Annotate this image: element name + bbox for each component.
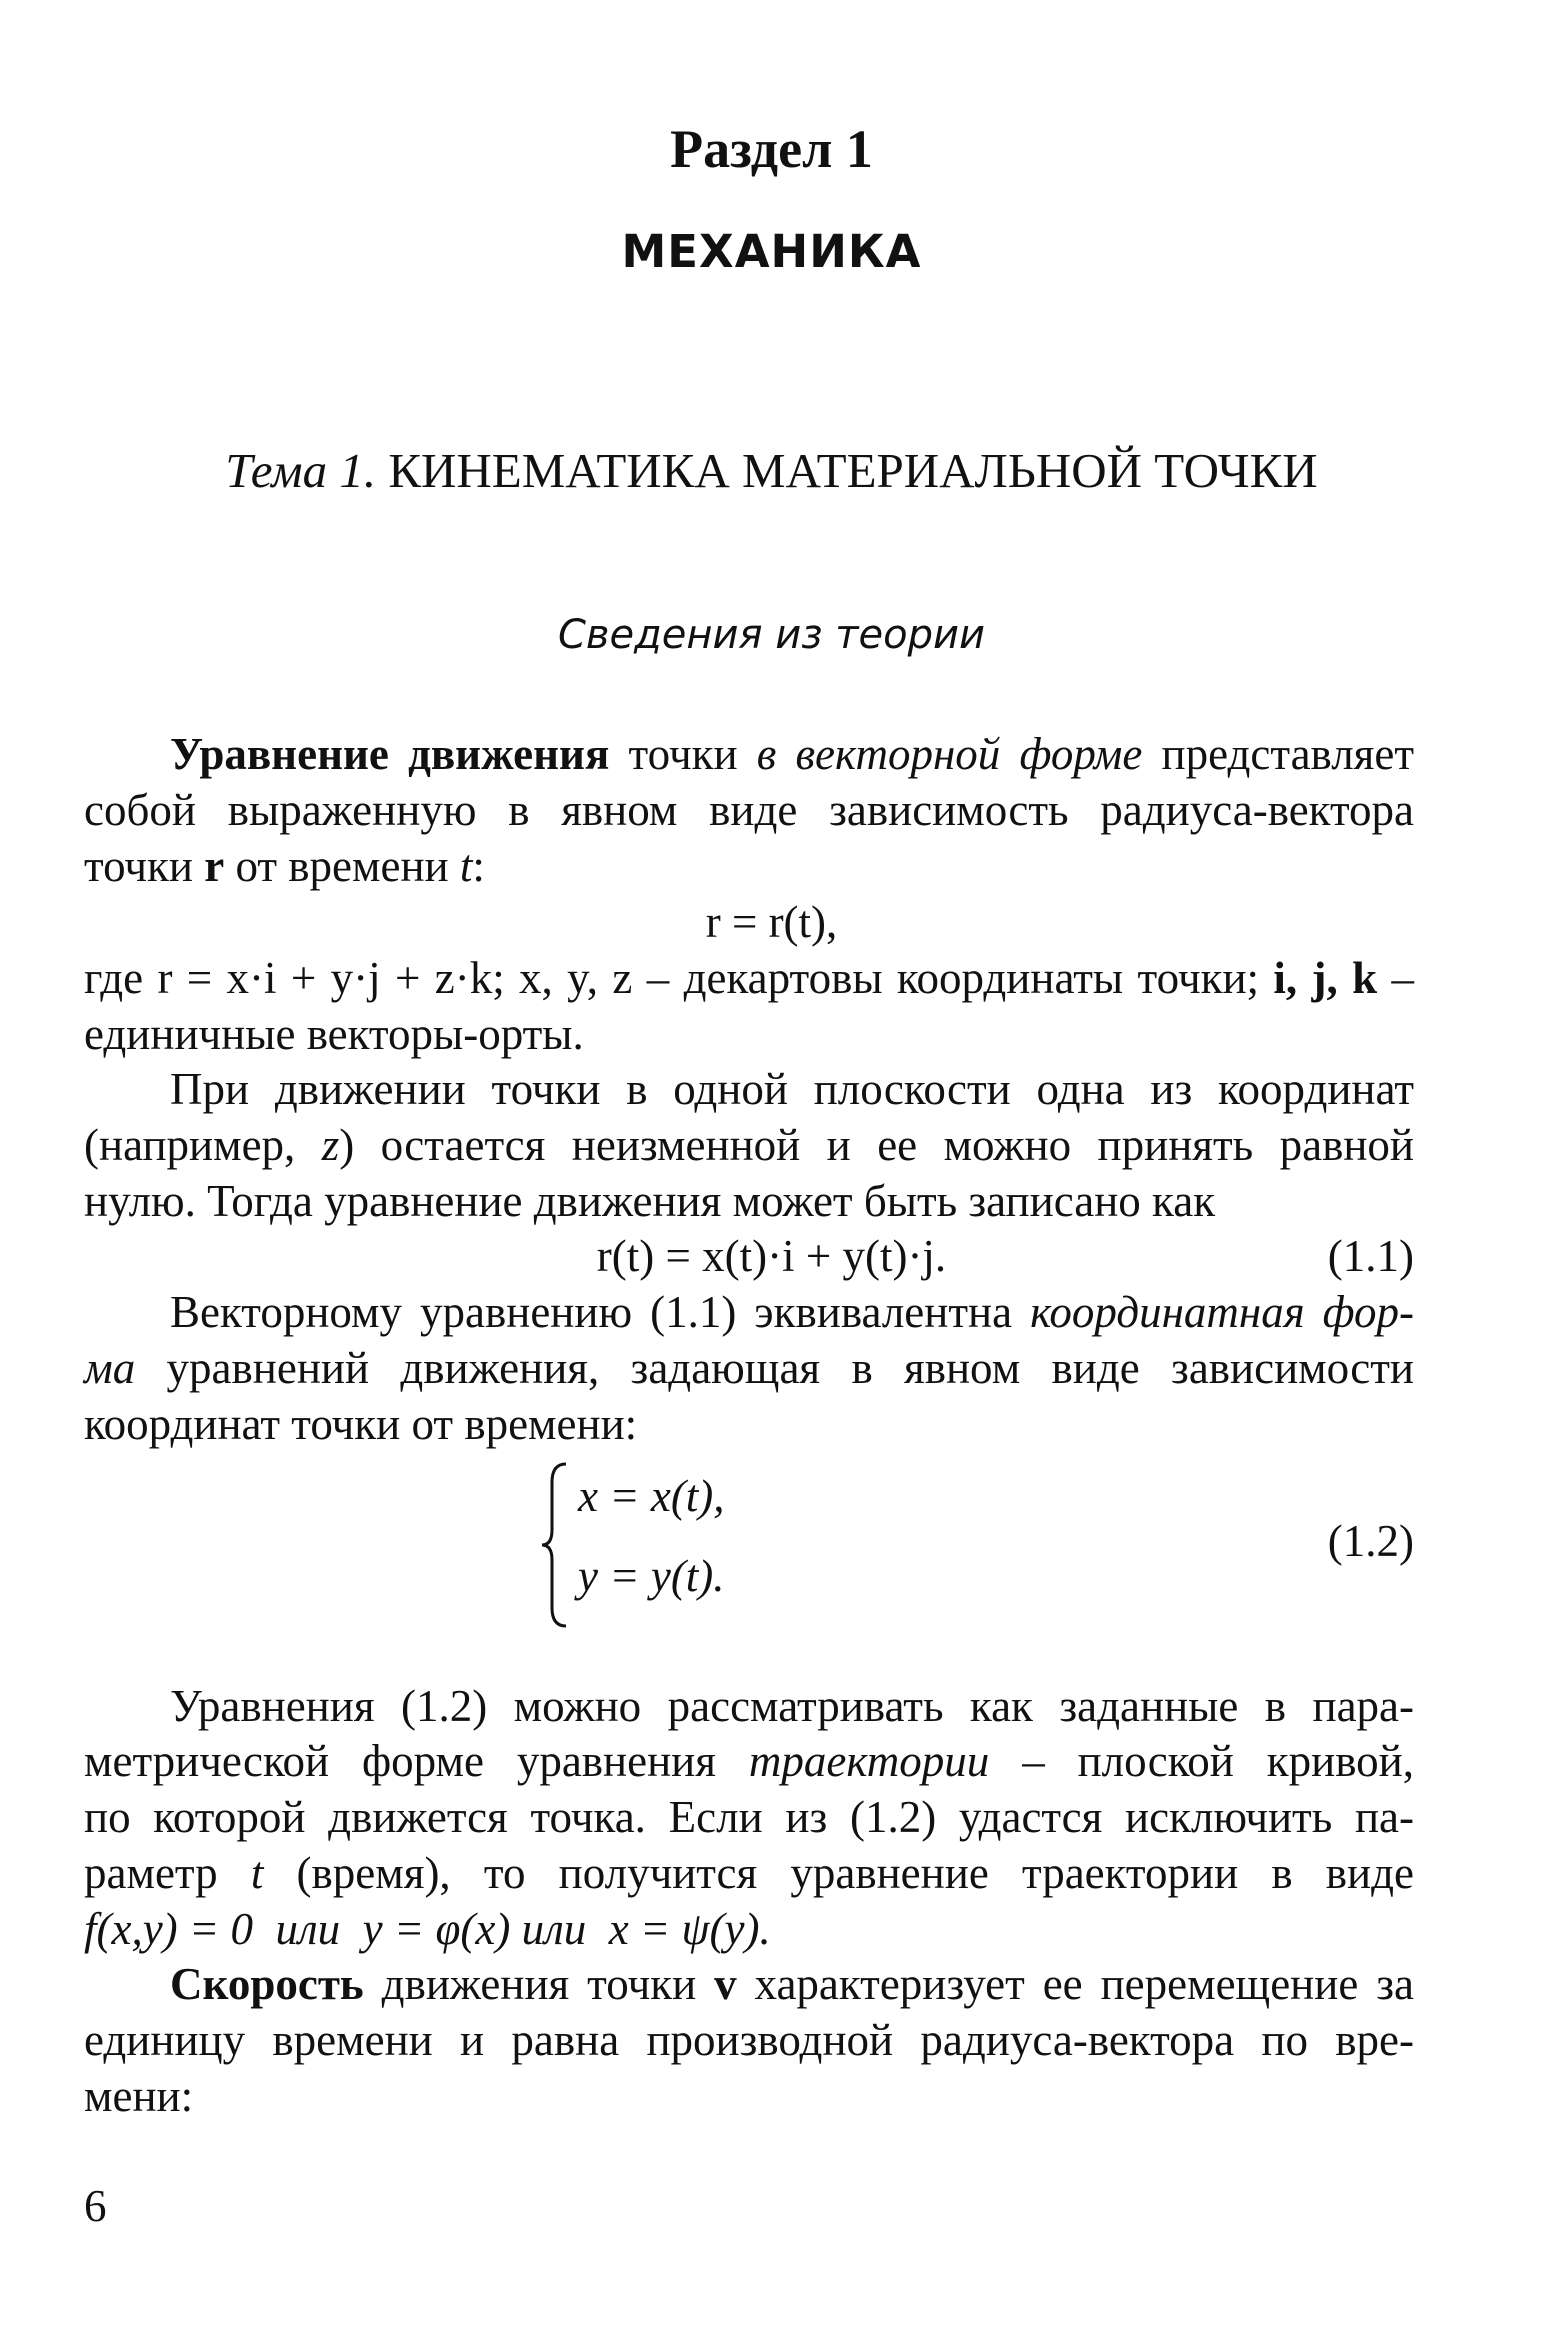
paragraph-line: координат точки от времени: [84,1399,638,1449]
paragraph-line: Скорость движения точки v характеризует ее перемещение за [170,1959,1414,2009]
section-title: МЕХАНИКА [621,225,922,278]
equation-r: r = r(t), [705,897,838,947]
equation-number: (1.1) [1327,1231,1414,1281]
paragraph-line: При движении точки в одной плоскости одна из координат [170,1064,1414,1114]
paragraph-line: нулю. Тогда уравнение движения может быть записано как [84,1176,1216,1226]
system-line-1: x = x(t), [578,1471,725,1521]
curly-brace [540,1460,570,1630]
paragraph-line: единичные векторы-орты. [84,1009,584,1059]
paragraph-line: ма уравнений движения, задающая в явном виде зависимости [84,1343,1414,1393]
paragraph-line: мени: [84,2071,194,2121]
paragraph-line: точки r от времени t: [84,841,485,891]
paragraph-line: метрической форме уравнения траектории – плоской кривой, [84,1736,1414,1786]
topic-heading [0,442,1543,499]
paragraph-line: по которой движется точка. Если из (1.2) удастся исключить па- [84,1792,1414,1842]
paragraph-line: собой выраженную в явном виде зависимость радиуса-вектора [84,785,1414,835]
paragraph-line: Уравнения (1.2) можно рассматривать как заданные в пара- [170,1681,1414,1731]
paragraph-line: (например, z) остается неизменной и ее можно принять равной [84,1120,1414,1170]
paragraph-line: раметр t (время), то получится уравнение траектории в виде [84,1848,1414,1898]
equation-1-1: r(t) = x(t)·i + y(t)·j. [596,1231,947,1281]
paragraph-line: Уравнение движения точки в векторной форме представляет [170,729,1414,779]
paragraph-line: f(x,y) = 0 или y = φ(x) или x = ψ(y). [84,1904,771,1954]
topic-prefix: Тема 1. [225,443,377,498]
topic-title: КИНЕМАТИКА МАТЕРИАЛЬНОЙ ТОЧКИ [388,443,1318,498]
system-line-2: y = y(t). [578,1551,725,1601]
section-label: Раздел 1 [670,119,873,179]
paragraph-line: где r = x·i + y·j + z·k; x, y, z – декартовы координаты точки; i, j, k – [84,953,1415,1003]
paragraph-line: Векторному уравнению (1.1) эквивалентна координатная фор- [170,1287,1414,1337]
paragraph-line: единицу времени и равна производной радиуса-вектора по вре- [84,2015,1414,2065]
page-number: 6 [84,2181,107,2231]
theory-subtitle: Сведения из теории [557,612,986,658]
equation-number: (1.2) [1327,1516,1414,1566]
